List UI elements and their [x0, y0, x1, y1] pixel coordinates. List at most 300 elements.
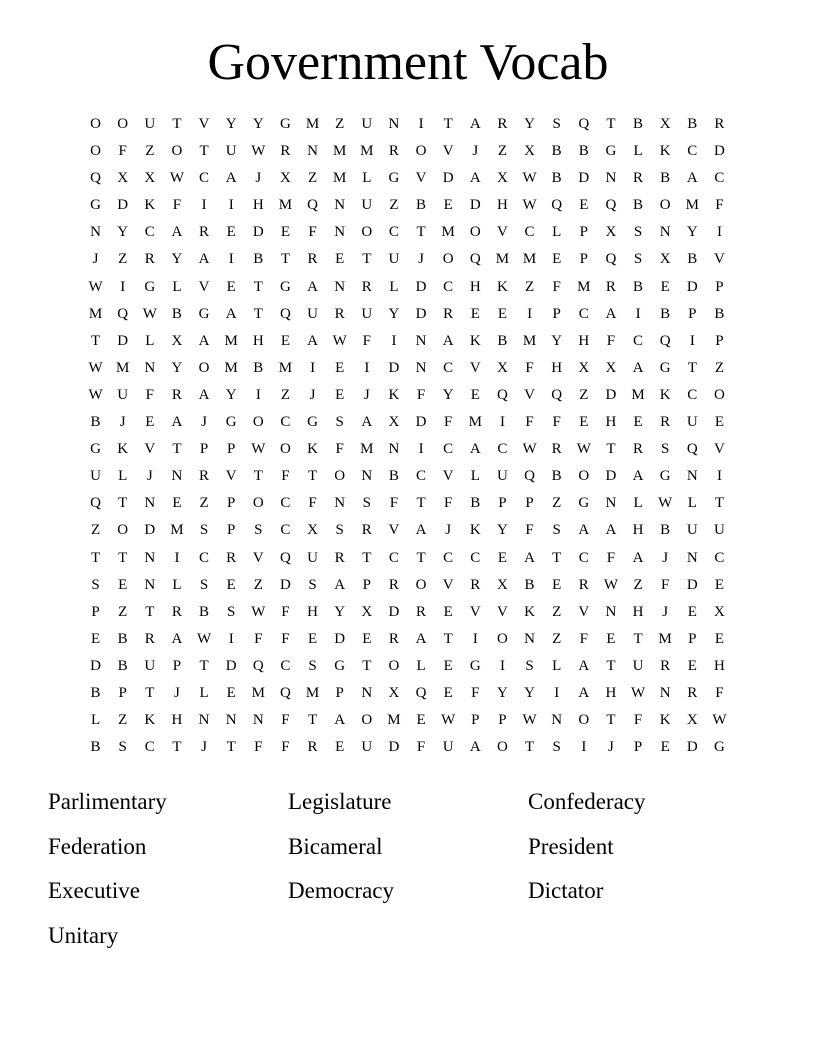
grid-cell: R — [199, 468, 210, 485]
grid-cell: X — [659, 251, 671, 268]
grid-cell: Z — [552, 603, 562, 620]
grid-cell: K — [144, 197, 156, 214]
grid-cell: Q — [415, 684, 427, 701]
grid-cell: U — [361, 739, 373, 756]
grid-cell: O — [578, 712, 590, 729]
grid-row — [82, 111, 733, 138]
grid-cell: I — [391, 332, 397, 349]
page-title: Government Vocab — [207, 34, 609, 91]
grid-cell: B — [117, 657, 128, 674]
grid-cell: B — [687, 251, 698, 268]
grid-cell: P — [715, 332, 724, 349]
grid-cell: C — [524, 224, 535, 241]
grid-cell: P — [227, 495, 236, 512]
grid-cell: Z — [633, 576, 643, 593]
grid-cell: X — [605, 359, 617, 376]
grid-cell: T — [280, 251, 291, 268]
grid-cell: F — [416, 739, 426, 756]
grid-cell: W — [142, 305, 157, 322]
grid-cell: E — [226, 576, 236, 593]
grid-cell: P — [335, 684, 344, 701]
grid-cell: R — [280, 143, 291, 160]
grid-cell: B — [253, 359, 264, 376]
grid-cell: O — [90, 143, 101, 160]
word-list-item: Federation — [48, 833, 147, 859]
grid-cell: S — [362, 495, 371, 512]
grid-cell: M — [305, 684, 320, 701]
grid-cell: M — [88, 305, 103, 322]
grid-cell: Q — [280, 684, 291, 701]
grid-cell: R — [443, 305, 454, 322]
grid-cell: B — [551, 170, 562, 187]
grid-cell: O — [659, 197, 671, 214]
grid-cell: U — [307, 305, 318, 322]
grid-cell: T — [443, 630, 453, 647]
grid-cell: S — [525, 657, 534, 674]
grid-cell: D — [415, 305, 427, 322]
grid-cell: G — [605, 143, 617, 160]
grid-cell: F — [661, 576, 670, 593]
grid-cell: T — [606, 657, 616, 674]
grid-cell: E — [335, 359, 345, 376]
grid-cell: B — [578, 143, 589, 160]
grid-cell: T — [362, 549, 372, 566]
grid-cell: W — [169, 170, 185, 187]
grid-cell: U — [361, 197, 373, 214]
grid-cell: N — [334, 197, 346, 214]
grid-cell: T — [362, 657, 372, 674]
grid-cell: O — [714, 386, 725, 403]
grid-cell: O — [280, 441, 291, 458]
grid-cell: T — [307, 712, 318, 729]
grid-cell: V — [714, 251, 725, 268]
grid-cell: N — [361, 684, 373, 701]
grid-cell: C — [714, 549, 725, 566]
grid-row — [82, 517, 733, 544]
grid-cell: S — [254, 522, 263, 539]
grid-cell: H — [307, 603, 318, 620]
grid-cell: X — [497, 576, 508, 593]
grid-cell: W — [712, 712, 727, 729]
grid-row — [82, 409, 733, 436]
grid-cell: X — [388, 684, 400, 701]
grid-cell: A — [361, 414, 373, 431]
grid-cell: R — [416, 603, 427, 620]
grid-cell: N — [551, 712, 563, 729]
grid-cell: Z — [118, 603, 128, 620]
grid-cell: F — [118, 143, 127, 160]
grid-cell: D — [442, 170, 454, 187]
grid-cell: U — [442, 739, 454, 756]
grid-cell: X — [578, 359, 590, 376]
grid-cell: H — [252, 197, 264, 214]
grid-cell: U — [307, 549, 318, 566]
grid-row — [82, 490, 733, 517]
grid-cell: T — [606, 441, 616, 458]
grid-cell: U — [388, 251, 400, 268]
grid-cell: C — [497, 441, 508, 458]
grid-cell: G — [307, 414, 318, 431]
grid-cell: R — [714, 116, 725, 132]
grid-cell: I — [527, 305, 533, 322]
grid-cell: W — [196, 630, 212, 647]
grid-cell: E — [443, 657, 453, 674]
grid-cell: U — [225, 143, 237, 160]
grid-cell: S — [552, 116, 561, 132]
grid-cell: E — [90, 630, 101, 647]
grid-cell: Y — [551, 332, 563, 349]
grid-cell: T — [307, 468, 318, 485]
grid-cell: O — [117, 522, 129, 539]
grid-cell: A — [524, 549, 535, 566]
grid-cell: D — [280, 576, 291, 593]
grid-cell: C — [388, 224, 399, 241]
grid-cell: N — [90, 224, 101, 241]
grid-cell: R — [388, 576, 399, 593]
grid-cell: C — [144, 739, 155, 756]
grid-cell: P — [579, 251, 588, 268]
grid-row — [82, 626, 733, 653]
grid-cell: N — [388, 116, 400, 132]
grid-cell: S — [633, 224, 643, 241]
grid-cell: U — [361, 116, 373, 132]
grid-cell: K — [524, 603, 535, 620]
grid-cell: A — [307, 278, 318, 295]
grid-cell: I — [554, 684, 560, 701]
grid-cell: Q — [117, 305, 129, 322]
grid-cell: A — [469, 170, 481, 187]
grid-cell: L — [416, 657, 426, 674]
grid-cell: O — [415, 143, 427, 160]
grid-cell: X — [361, 603, 373, 620]
grid-cell: Z — [552, 630, 562, 647]
grid-cell: I — [174, 549, 180, 566]
word-list-item: Executive — [48, 878, 140, 903]
grid-cell: A — [171, 414, 183, 431]
grid-cell: Q — [578, 116, 590, 132]
grid-cell: Q — [469, 251, 481, 268]
grid-cell: A — [334, 576, 346, 593]
grid-cell: I — [228, 197, 234, 214]
grid-cell: C — [443, 359, 454, 376]
grid-cell: F — [606, 332, 616, 349]
grid-cell: L — [362, 170, 372, 187]
grid-cell: M — [577, 278, 591, 295]
grid-cell: V — [415, 170, 427, 187]
grid-cell: A — [578, 657, 590, 674]
grid-cell: A — [632, 549, 644, 566]
grid-cell: R — [171, 603, 182, 620]
grid-cell: T — [226, 739, 236, 756]
grid-cell: I — [120, 278, 126, 295]
grid-cell: E — [443, 684, 453, 701]
grid-cell: O — [415, 576, 427, 593]
grid-row — [82, 653, 733, 680]
grid-cell: A — [171, 630, 183, 647]
grid-cell: E — [497, 549, 508, 566]
grid-cell: M — [278, 359, 293, 376]
grid-cell: V — [198, 116, 210, 132]
grid-cell: J — [662, 549, 669, 566]
grid-cell: K — [497, 278, 508, 295]
grid-cell: E — [443, 197, 453, 214]
grid-cell: E — [714, 414, 725, 431]
grid-cell: A — [198, 251, 210, 268]
grid-cell: V — [497, 224, 508, 241]
grid-cell: R — [497, 116, 508, 132]
grid-cell: C — [578, 549, 589, 566]
grid-cell: A — [225, 305, 237, 322]
grid-cell: I — [689, 332, 695, 349]
grid-cell: L — [552, 657, 562, 674]
grid-cell: R — [171, 386, 182, 403]
grid-cell: N — [225, 712, 237, 729]
grid-cell: S — [552, 522, 561, 539]
grid-cell: D — [144, 522, 156, 539]
grid-cell: G — [334, 657, 346, 674]
grid-cell: D — [605, 386, 617, 403]
grid-cell: H — [632, 522, 644, 539]
grid-cell: V — [469, 359, 481, 376]
grid-cell: A — [632, 359, 644, 376]
grid-cell: X — [605, 224, 617, 241]
grid-cell: O — [171, 143, 183, 160]
grid-cell: F — [281, 739, 290, 756]
grid-cell: Y — [117, 224, 129, 241]
grid-cell: B — [90, 414, 101, 431]
grid-cell: E — [470, 386, 480, 403]
grid-cell: T — [118, 549, 128, 566]
grid-cell: E — [660, 739, 670, 756]
grid-cell: E — [226, 684, 236, 701]
grid-cell: P — [227, 522, 236, 539]
grid-cell: F — [525, 522, 534, 539]
grid-cell: P — [498, 495, 507, 512]
grid-cell: J — [201, 739, 207, 756]
grid-cell: K — [659, 386, 671, 403]
grid-cell: F — [281, 630, 290, 647]
grid-cell: D — [334, 630, 346, 647]
grid-cell: G — [90, 197, 101, 214]
grid-cell: T — [687, 359, 697, 376]
grid-cell: L — [90, 712, 101, 729]
grid-cell: P — [688, 305, 697, 322]
grid-cell: Z — [307, 170, 318, 187]
grid-cell: T — [633, 630, 643, 647]
grid-cell: H — [551, 359, 563, 376]
grid-cell: I — [418, 116, 424, 132]
grid-cell: J — [363, 386, 370, 403]
grid-cell: Y — [524, 116, 535, 132]
grid-cell: P — [91, 603, 100, 620]
grid-cell: W — [522, 170, 537, 187]
grid-cell: O — [442, 251, 454, 268]
grid-cell: F — [308, 495, 317, 512]
grid-row — [82, 707, 733, 734]
grid-row — [82, 599, 733, 626]
grid-cell: D — [225, 657, 237, 674]
grid-cell: J — [662, 603, 669, 620]
grid-cell: M — [305, 116, 320, 132]
grid-cell: N — [415, 359, 427, 376]
grid-cell: I — [499, 657, 505, 674]
grid-cell: R — [334, 549, 345, 566]
grid-cell: N — [144, 359, 156, 376]
grid-cell: S — [633, 251, 643, 268]
grid-cell: V — [524, 386, 535, 403]
grid-cell: A — [632, 468, 644, 485]
grid-cell: E — [552, 576, 562, 593]
grid-cell: H — [469, 278, 481, 295]
word-list-item: President — [528, 833, 614, 859]
grid-cell: M — [333, 143, 347, 160]
grid-cell: O — [578, 468, 590, 485]
grid-cell: C — [144, 224, 155, 241]
grid-cell: E — [335, 739, 345, 756]
grid-cell: I — [255, 386, 261, 403]
grid-cell: M — [685, 197, 699, 214]
word-list-item: Confederacy — [528, 789, 646, 814]
grid-cell: F — [254, 630, 263, 647]
word-list-item: Parlimentary — [48, 789, 167, 814]
grid-cell: C — [388, 549, 399, 566]
grid-cell: T — [199, 143, 209, 160]
grid-cell: T — [145, 603, 155, 620]
grid-cell: T — [606, 712, 616, 729]
grid-cell: S — [335, 522, 344, 539]
grid-cell: I — [581, 739, 587, 756]
grid-cell: Q — [252, 657, 264, 674]
grid-cell: G — [578, 495, 590, 512]
grid-cell: E — [660, 278, 670, 295]
grid-cell: I — [472, 630, 478, 647]
grid-cell: S — [199, 576, 209, 593]
grid-cell: P — [552, 305, 561, 322]
grid-cell: D — [252, 224, 264, 241]
grid-cell: U — [144, 116, 156, 132]
grid-cell: E — [335, 386, 345, 403]
grid-cell: K — [117, 441, 129, 458]
grid-cell: G — [388, 170, 400, 187]
grid-cell: T — [172, 116, 182, 132]
grid-cell: S — [552, 739, 561, 756]
grid-cell: B — [416, 197, 427, 214]
grid-row — [82, 545, 733, 572]
grid-cell: E — [552, 251, 562, 268]
grid-cell: J — [472, 143, 479, 160]
grid-cell: E — [145, 414, 155, 431]
grid-cell: T — [416, 224, 426, 241]
grid-cell: E — [416, 712, 426, 729]
grid-cell: D — [388, 739, 400, 756]
grid-cell: F — [281, 712, 290, 729]
grid-cell: D — [117, 332, 129, 349]
grid-cell: G — [198, 305, 210, 322]
grid-cell: E — [579, 414, 589, 431]
grid-cell: T — [118, 495, 128, 512]
grid-cell: Z — [497, 143, 508, 160]
grid-cell: D — [605, 468, 617, 485]
grid-cell: B — [497, 332, 508, 349]
grid-cell: D — [415, 414, 427, 431]
grid-cell: R — [605, 278, 616, 295]
grid-cell: T — [416, 549, 426, 566]
grid-cell: F — [145, 386, 154, 403]
grid-cell: T — [606, 116, 616, 132]
grid-cell: R — [578, 576, 589, 593]
grid-cell: T — [362, 251, 372, 268]
grid-row — [82, 734, 733, 761]
grid-cell: V — [252, 549, 264, 566]
grid-cell: L — [633, 143, 643, 160]
grid-cell: Y — [524, 684, 535, 701]
grid-cell: X — [171, 332, 183, 349]
grid-cell: G — [469, 657, 481, 674]
grid-row — [82, 572, 733, 599]
grid-cell: A — [334, 712, 346, 729]
grid-cell: W — [88, 386, 103, 403]
grid-cell: S — [661, 441, 670, 458]
grid-cell: F — [308, 224, 317, 241]
grid-cell: I — [716, 468, 722, 485]
grid-cell: C — [633, 332, 644, 349]
grid-cell: M — [495, 251, 510, 268]
grid-cell: M — [224, 359, 238, 376]
grid-cell: D — [90, 657, 101, 674]
grid-cell: E — [714, 576, 725, 593]
grid-cell: L — [552, 224, 562, 241]
grid-cell: G — [659, 468, 671, 485]
grid-cell: W — [630, 684, 646, 701]
grid-cell: N — [524, 630, 535, 647]
grid-cell: Z — [145, 143, 155, 160]
grid-cell: G — [659, 359, 671, 376]
grid-cell: F — [281, 603, 290, 620]
grid-cell: M — [468, 414, 482, 431]
grid-cell: M — [522, 251, 537, 268]
grid-cell: V — [497, 603, 508, 620]
grid-cell: P — [525, 495, 534, 512]
grid-cell: N — [144, 549, 156, 566]
grid-cell: V — [442, 576, 454, 593]
grid-cell: T — [172, 739, 182, 756]
grid-cell: I — [310, 359, 316, 376]
grid-cell: F — [606, 549, 616, 566]
grid-cell: C — [280, 522, 291, 539]
grid-cell: W — [88, 359, 103, 376]
grid-cell: H — [605, 414, 617, 431]
grid-cell: R — [307, 739, 318, 756]
grid-cell: E — [443, 603, 453, 620]
grid-cell: A — [415, 630, 427, 647]
grid-cell: V — [442, 468, 454, 485]
grid-cell: Q — [605, 251, 617, 268]
grid-cell: A — [605, 522, 617, 539]
grid-cell: H — [605, 684, 617, 701]
grid-cell: U — [144, 657, 156, 674]
grid-cell: N — [252, 712, 264, 729]
grid-cell: V — [442, 143, 454, 160]
grid-row — [82, 680, 733, 707]
grid-row — [82, 274, 733, 301]
grid-cell: Z — [199, 495, 209, 512]
grid-cell: P — [471, 712, 480, 729]
grid-cell: F — [715, 197, 724, 214]
grid-cell: A — [605, 305, 617, 322]
grid-cell: I — [228, 251, 234, 268]
grid-cell: U — [497, 468, 508, 485]
grid-cell: L — [145, 332, 155, 349]
